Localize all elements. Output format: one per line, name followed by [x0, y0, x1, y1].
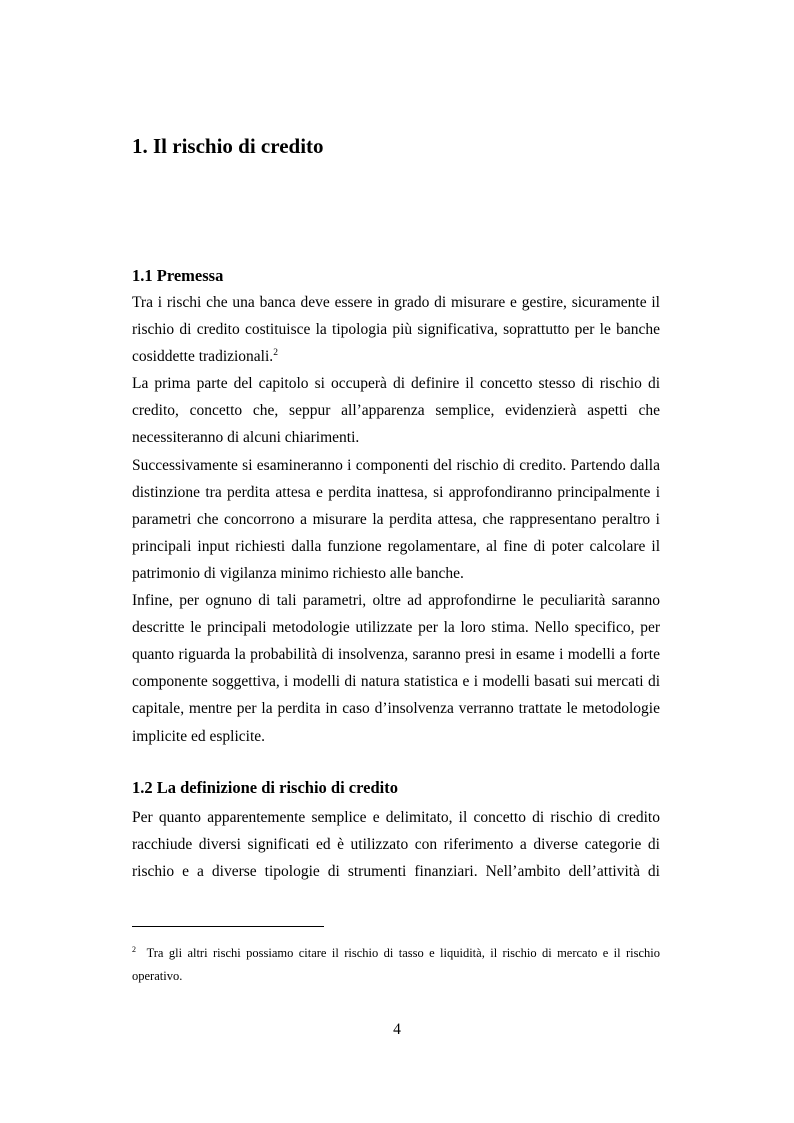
footnote-mark: 2 — [132, 944, 136, 954]
chapter-title: 1. Il rischio di credito — [132, 134, 324, 158]
paragraph-text: Tra i rischi che una banca deve essere in grado di misurare e gestire, sicuramente il rischio di credito costituisce la tipologia più significativa, soprattutto per le banche cosiddette tradizionali. — [132, 294, 660, 366]
footnote-reference[interactable]: 2 — [273, 348, 278, 359]
footnote-separator — [132, 926, 324, 927]
footnote — [132, 942, 660, 988]
section-heading-premessa: 1.1 Premessa — [132, 266, 224, 285]
section-body-definizione — [132, 804, 660, 885]
paragraph: La prima parte del capitolo si occuperà di definire il concetto stesso di rischio di credito, concetto che, seppur all’apparenza semplice, evidenzierà aspetti che necessiteranno di alcuni chiarimenti. — [132, 375, 660, 447]
paragraph: Infine, per ognuno di tali parametri, oltre ad approfondirne le peculiarità saranno descritte le principali metodologie utilizzate per la loro stima. Nello specifico, per quanto riguarda la probabilità di insolvenza, saranno presi in esame i modelli a forte componente soggettiva, i modelli di natura statistica e i modelli basati sui mercati di capitale, mentre per la perdita in caso d’insolvenza verranno trattate le metodologie implicite ed esplicite. — [132, 592, 660, 745]
section-body-premessa — [132, 289, 660, 750]
page-number: 4 — [393, 1021, 401, 1038]
paragraph: Successivamente si esamineranno i componenti del rischio di credito. Partendo dalla distinzione tra perdita attesa e perdita inattesa, si approfondiranno principalmente i parametri che concorrono a misurare la perdita attesa, che rappresentano peraltro i principali input richiesti dalla funzione regolamentare, al fine di poter calcolare il patrimonio di vigilanza minimo richiesto alle banche. — [132, 456, 660, 582]
paragraph — [132, 289, 660, 370]
footnote-text: Tra gli altri rischi possiamo citare il rischio di tasso e liquidità, il rischio di mercato e il rischio operativo. — [132, 946, 660, 983]
section-heading-definizione: 1.2 La definizione di rischio di credito — [132, 778, 398, 797]
paragraph: Per quanto apparentemente semplice e delimitato, il concetto di rischio di credito racchiude diversi significati ed è utilizzato con riferimento a diverse categorie di rischio e a diverse tipologie di strumenti finanziari. Nell’ambito dell’attività di — [132, 809, 660, 881]
